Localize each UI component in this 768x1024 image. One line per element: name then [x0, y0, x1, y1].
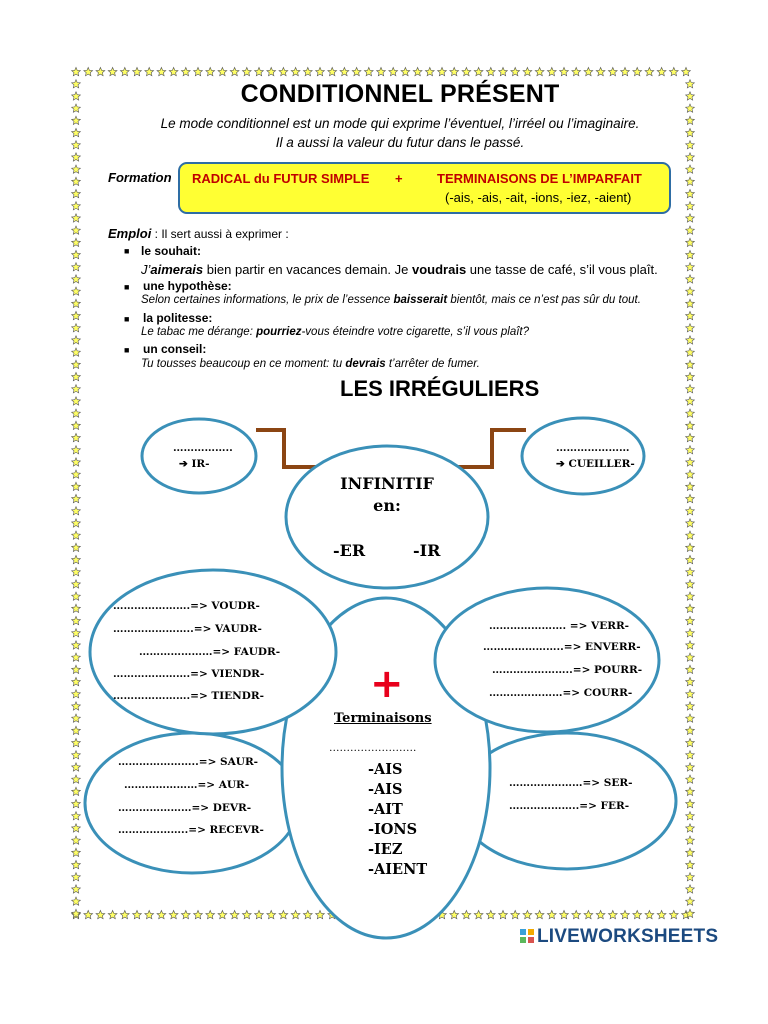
list-item: …………………. => VERR-	[489, 620, 630, 632]
example-text: -vous éteindre votre cigarette, s’il vous plaît?	[301, 326, 530, 338]
example-verb: baisserait	[393, 294, 448, 306]
list-item: …………………..=> ENVERR-	[483, 641, 641, 653]
list-item: …………………=> DEVR-	[118, 802, 252, 814]
bullet-icon: ■	[124, 246, 130, 256]
top-left-stem-line	[179, 458, 209, 470]
top-left-stem: IR-	[191, 458, 210, 470]
terminaison-ending: -IEZ	[368, 841, 403, 858]
list-item: …………………=> AUR-	[124, 779, 250, 791]
usage-heading-hypothese: une hypothèse:	[143, 279, 232, 293]
example-verb: devrais	[345, 358, 386, 370]
liveworksheets-logo[interactable]	[519, 926, 718, 948]
terminaisons-title: Terminaisons	[334, 711, 432, 726]
connector-left	[256, 430, 316, 467]
formation-terminaisons: TERMINAISONS DE L’IMPARFAIT	[437, 171, 642, 186]
ellipse-top-left	[142, 419, 256, 493]
top-left-blank: ……………..	[173, 442, 233, 454]
terminaison-ending: -AIT	[368, 801, 403, 818]
usage-heading-politesse: la politesse:	[143, 311, 213, 325]
example-text: une tasse de café, s’il vous plaît.	[466, 262, 658, 277]
formation-plus: +	[395, 171, 403, 186]
list-item: ………………….=> TIENDR-	[113, 690, 264, 702]
example-text: t’arrêter de fumer.	[385, 358, 480, 370]
top-right-stem: CUEILLER-	[568, 458, 635, 470]
arrow-right-icon: ➔	[179, 458, 188, 470]
ellipse-right-upper	[435, 588, 659, 732]
example-text: J’	[141, 262, 151, 277]
terminaison-ending: -AIENT	[368, 861, 428, 878]
emploi-label: Emploi	[108, 226, 152, 241]
list-item: ………………….=> VIENDR-	[113, 668, 265, 680]
infinitif-ir: -IR	[413, 541, 441, 560]
example-text: Selon certaines informations, le prix de l’essence	[141, 294, 394, 306]
terminaison-ending: -IONS	[368, 821, 418, 838]
top-right-blank: …………………	[556, 442, 630, 454]
bullet-icon: ■	[124, 345, 130, 355]
formation-label: Formation	[108, 170, 172, 185]
plus-icon: +	[370, 661, 404, 707]
ellipse-top-right	[522, 418, 644, 494]
list-item: …………………=> FAUDR-	[139, 646, 281, 658]
infinitif-line1: INFINITIF	[340, 474, 434, 493]
terminaisons-blank: …………………….	[329, 742, 417, 754]
arrow-right-icon: ➔	[556, 458, 565, 470]
bullet-icon: ■	[124, 282, 130, 292]
example-text: bien partir en vacances demain. Je	[203, 262, 412, 277]
list-item: …………………=> COURR-	[489, 687, 633, 699]
example-text: bientôt, mais ce n’est pas sûr du tout.	[447, 294, 641, 306]
infinitif-line2: en:	[373, 496, 401, 515]
intro-line-1: Le mode conditionnel est un mode qui exprime l’éventuel, l’irréel ou l’imaginaire.	[160, 116, 640, 131]
example-text: Tu tousses beaucoup en ce moment: tu	[141, 358, 346, 370]
list-item: ………………..=> FER-	[509, 800, 630, 812]
list-item: ………………….=> VOUDR-	[113, 600, 260, 612]
ellipse-infinitif	[286, 446, 488, 588]
terminaison-ending: -AIS	[368, 761, 403, 778]
page-title: CONDITIONNEL PRÉSENT	[240, 80, 560, 108]
formation-endings: (-ais, -ais, -ait, -ions, -iez, -aient)	[445, 190, 632, 205]
infinitif-er: -ER	[333, 541, 366, 560]
irreguliers-title: LES IRRÉGULIERS	[340, 376, 540, 401]
list-item: …………………..=> POURR-	[492, 664, 643, 676]
list-item: ………………..=> RECEVR-	[118, 824, 264, 836]
example-verb: aimerais	[150, 262, 204, 277]
example-verb: pourriez	[256, 326, 302, 338]
connector-right	[458, 430, 526, 467]
list-item: …………………..=> VAUDR-	[113, 623, 262, 635]
intro-line-2: Il a aussi la valeur du futur dans le passé.	[275, 135, 525, 150]
usage-heading-souhait: le souhait:	[141, 244, 202, 258]
usage-heading-conseil: un conseil:	[143, 342, 207, 356]
liveworksheets-logo-text: LIVEWORKSHEETS	[537, 926, 719, 947]
top-right-stem-line	[556, 458, 635, 470]
liveworksheets-logo-icon	[519, 928, 535, 944]
list-item: …………………..=> SAUR-	[118, 756, 259, 768]
bullet-icon: ■	[124, 314, 130, 324]
list-item: …………………=> SER-	[509, 777, 633, 789]
formation-radical: RADICAL du FUTUR SIMPLE	[192, 171, 370, 186]
emploi-text: : Il sert aussi à exprimer :	[151, 227, 289, 241]
terminaison-ending: -AIS	[368, 781, 403, 798]
example-text: Le tabac me dérange:	[141, 326, 257, 338]
example-verb: voudrais	[412, 262, 467, 277]
